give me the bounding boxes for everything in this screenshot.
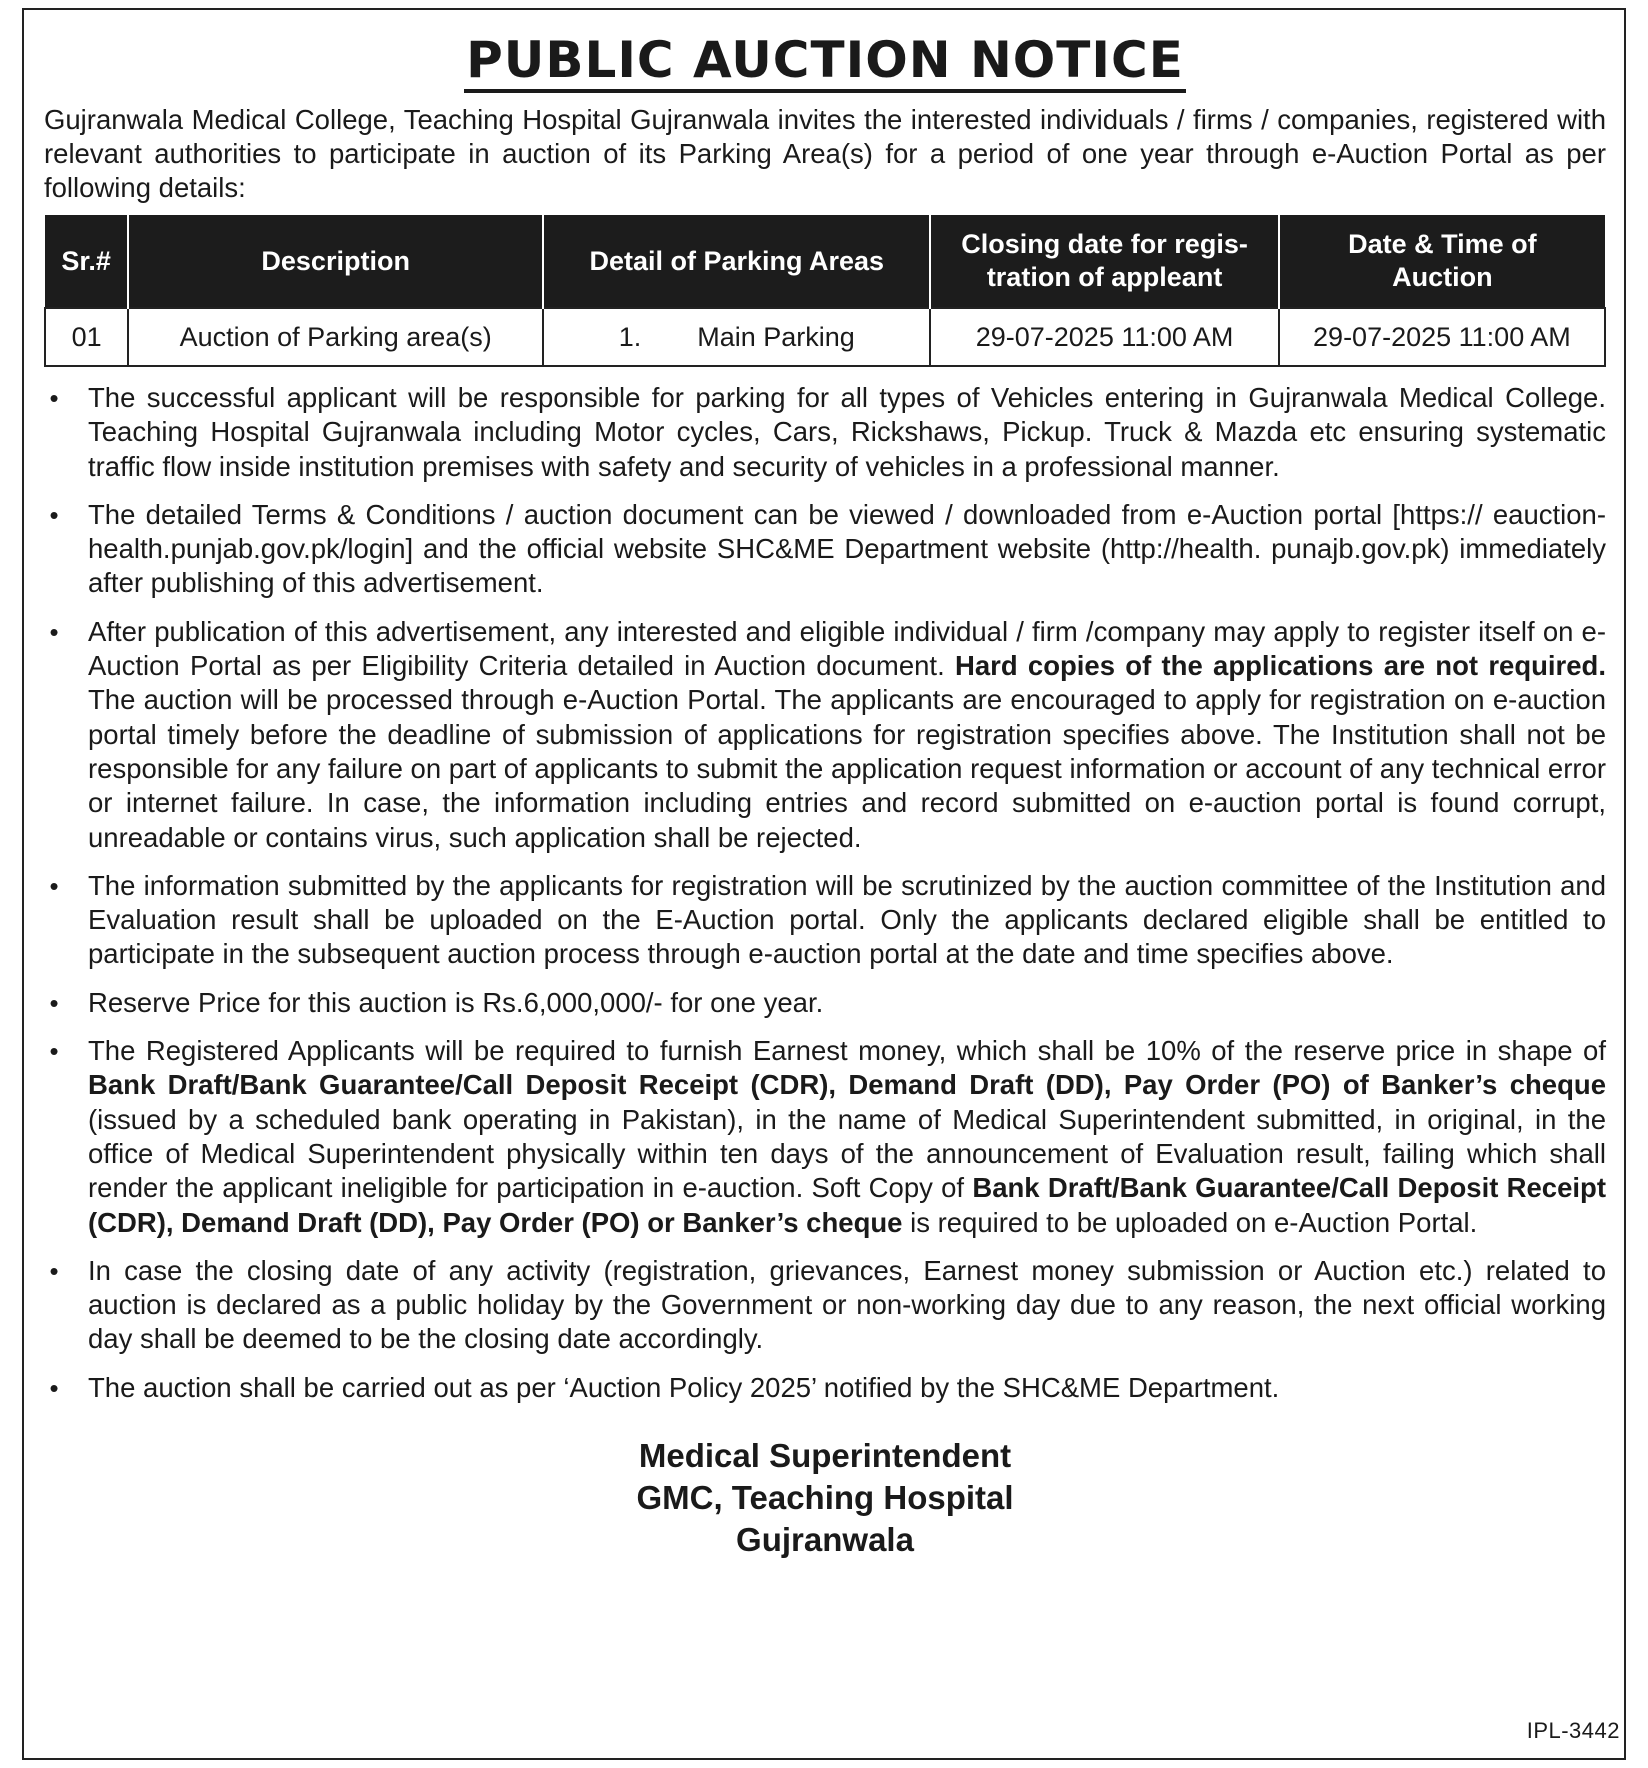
header-closing-line-2: tration of appleant	[986, 262, 1223, 292]
parking-item-name: Main Parking	[697, 321, 855, 352]
ipl-reference: IPL-3442	[1526, 1718, 1620, 1743]
term-bold-text: Bank Draft/Bank Guarantee/Call Deposit Receipt (CDR), Demand Draft (DD), Pay Order (PO) or Banker’s cheque	[88, 1172, 1606, 1238]
list-item	[44, 1254, 1606, 1357]
list-item	[44, 1034, 1606, 1240]
term-bold-text: Bank Draft/Bank Guarantee/Call Deposit Receipt (CDR), Demand Draft (DD), Pay Order (PO) of Banker’s cheque	[88, 1069, 1606, 1101]
parking-item-number: 1.	[618, 321, 642, 352]
cell-parking-area	[543, 308, 930, 366]
notice-content	[44, 28, 1606, 1561]
notice-title: PUBLIC AUCTION NOTICE	[44, 28, 1606, 93]
intro-paragraph: Gujranwala Medical College, Teaching Hospital Gujranwala invites the interested individuals / firms / companies, registered with relevant authorities to participate in auction of its Parking Area(s) for a period of one year through e-Auction Portal as per following details:	[44, 104, 1606, 203]
header-closing-date	[930, 215, 1278, 308]
cell-description: Auction of Parking area(s)	[128, 308, 543, 366]
term-text: The auction will be processed through e-Auction Portal. The applicants are encouraged to apply for registration on e-auction portal timely before the deadline of submission of applications for registration specifies above. The Institution shall not be responsible for any failure on part of applicants to submit the application request information or account of any technical error or internet failure. In case, the information including entries and record submitted on e-auction portal is found corrupt, unreadable or contains virus, such application shall be rejected.	[88, 684, 1606, 853]
bullet-icon: •	[49, 499, 59, 530]
list-item	[44, 381, 1606, 484]
signature-block	[44, 1435, 1606, 1561]
signature-title: Medical Superintendent	[638, 1437, 1012, 1475]
bullet-icon: •	[49, 383, 59, 413]
term-text: After publication of this advertisement, any interested and eligible individual / firm /company may apply to register itself on e-Auction Portal as per Eligibility Criteria detailed in Auction document.	[88, 615, 1606, 682]
bullet-icon: •	[49, 1036, 59, 1067]
term-text: The information submitted by the applicants for registration will be scrutinized by the auction committee of the Institution and Evaluation result shall be uploaded on the E-Auction portal. Only the applicants declared eligible shall be entitled to participate in the subsequent auction process through e-auction portal at the date and time specifies above.	[88, 869, 1606, 970]
header-auction-line-2: Auction	[1392, 262, 1493, 292]
bullet-icon: •	[49, 1255, 59, 1286]
header-parking-areas: Detail of Parking Areas	[543, 215, 930, 308]
bullet-icon: •	[49, 870, 59, 901]
header-auction-line-1: Date & Time of	[1348, 229, 1537, 259]
term-text: The auction shall be carried out as per ‘Auction Policy 2025’ notified by the SHC&ME Department.	[88, 1371, 1280, 1403]
header-description: Description	[128, 215, 543, 308]
term-text: (issued by a scheduled bank operating in Pakistan), in the name of Medical Superintendent submitted, in original, in the office of Medical Superintendent physically within ten days of the announcement of Evaluation result, failing which shall render the applicant ineligible for participation in e-auction. Soft Copy of	[88, 1103, 1606, 1204]
table-row	[45, 308, 1605, 366]
cell-closing-date: 29-07-2025 11:00 AM	[930, 308, 1278, 366]
cell-auction-date: 29-07-2025 11:00 AM	[1279, 308, 1605, 366]
list-item	[44, 986, 1606, 1020]
signature-city: Gujranwala	[736, 1521, 914, 1559]
list-item	[44, 615, 1606, 855]
term-text: In case the closing date of any activity (registration, grievances, Earnest money submission or Auction etc.) related to auction is declared as a public holiday by the Government or non-working day due to any reason, the next official working day shall be deemed to be the closing date accordingly.	[88, 1254, 1606, 1355]
term-text: Reserve Price for this auction is Rs.6,000,000/- for one year.	[88, 986, 824, 1018]
term-bold-text: Hard copies of the applications are not required.	[954, 650, 1606, 682]
header-auction-date	[1279, 215, 1605, 308]
header-closing-line-1: Closing date for regis-	[961, 229, 1248, 259]
bullet-icon: •	[49, 1372, 59, 1403]
bullet-icon: •	[49, 616, 59, 647]
header-sr: Sr.#	[45, 215, 128, 308]
list-item	[44, 869, 1606, 972]
signature-institution: GMC, Teaching Hospital	[636, 1479, 1014, 1517]
table-header-row	[45, 215, 1605, 308]
auction-details-table	[44, 215, 1606, 367]
term-text: The successful applicant will be responsible for parking for all types of Vehicles entering in Gujranwala Medical College. Teaching Hospital Gujranwala including Motor cycles, Cars, Rickshaws, Pickup. Truck & Mazda etc ensuring systematic traffic flow inside institution premises with safety and security of vehicles in a professional manner.	[88, 382, 1606, 482]
term-text: The Registered Applicants will be required to furnish Earnest money, which shall be 10% of the reserve price in shape of	[88, 1035, 1606, 1067]
list-item	[44, 498, 1606, 601]
term-text: The detailed Terms & Conditions / auction document can be viewed / downloaded from e-Auction portal [https:// eauction-health.punjab.gov.pk/login] and the official website SHC&ME Department website (http://health. punajb.gov.pk) immediately after publishing of this advertisement.	[88, 498, 1606, 599]
list-item	[44, 1371, 1606, 1405]
terms-list	[44, 381, 1606, 1405]
cell-sr: 01	[45, 308, 128, 366]
bullet-icon: •	[49, 987, 59, 1018]
term-text: is required to be uploaded on e-Auction Portal.	[902, 1206, 1478, 1238]
